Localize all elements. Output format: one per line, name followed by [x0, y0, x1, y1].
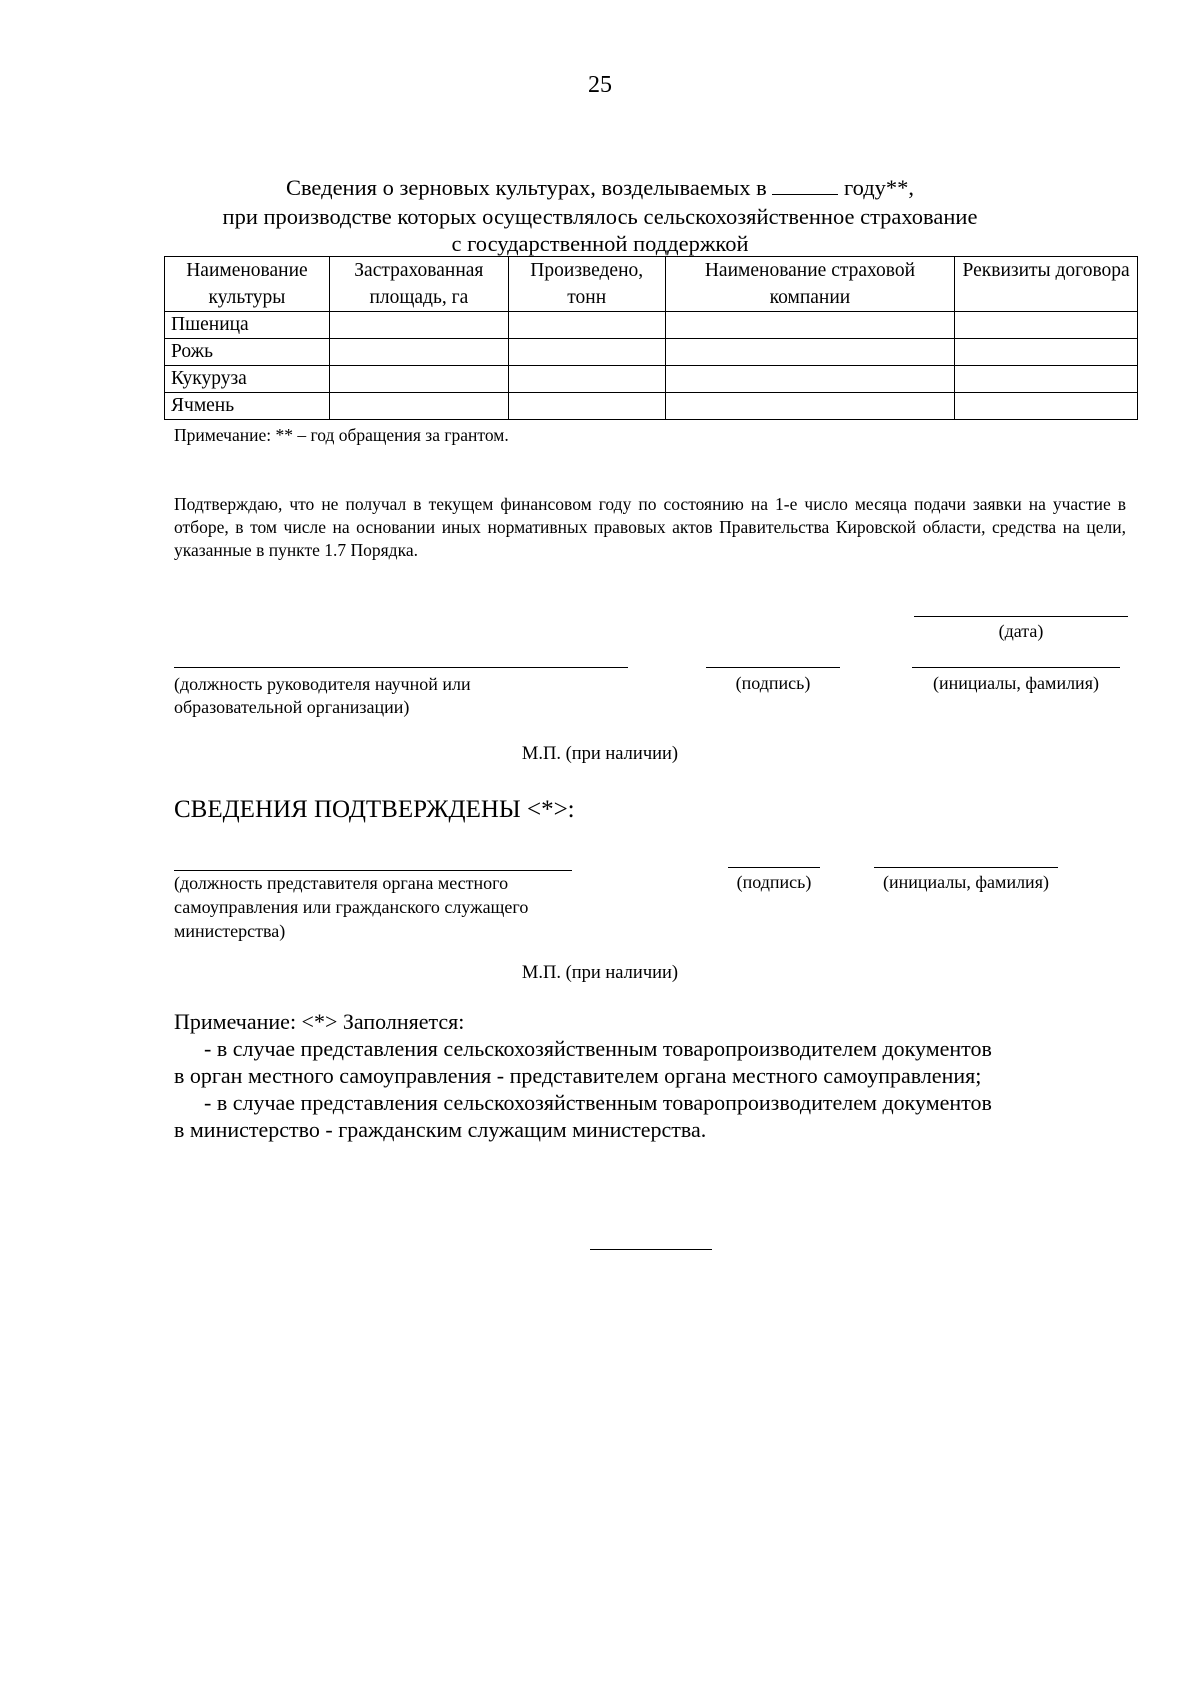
area-cell[interactable]: [329, 312, 508, 339]
representative-name-line[interactable]: [874, 867, 1058, 868]
insurer-cell[interactable]: [665, 393, 955, 420]
contract-cell[interactable]: [955, 312, 1138, 339]
column-header-contract: Реквизиты договора: [955, 257, 1138, 312]
crop-name-cell: Пшеница: [165, 312, 330, 339]
footnote-item-1-line-1: - в случае представления сельскохозяйственным товаропроизводителем документов: [204, 1036, 992, 1061]
signature-line[interactable]: [706, 667, 840, 668]
produced-cell[interactable]: [508, 393, 665, 420]
insurer-cell[interactable]: [665, 366, 955, 393]
date-line[interactable]: [914, 616, 1128, 617]
contract-cell[interactable]: [955, 339, 1138, 366]
column-header-insurer: Наименование страховой компании: [665, 257, 955, 312]
representative-position-line[interactable]: [174, 870, 572, 871]
form-title-line-1: [0, 173, 1200, 202]
produced-cell[interactable]: [508, 339, 665, 366]
representative-position-label-line-1: (должность представителя органа местного: [174, 873, 509, 893]
representative-stamp-label: М.П. (при наличии): [521, 963, 679, 983]
title-text-before-blank: Сведения о зерновых культурах, возделываемых в: [285, 175, 767, 200]
insurer-cell[interactable]: [665, 339, 955, 366]
crop-name-cell: Ячмень: [165, 393, 330, 420]
position-line[interactable]: [174, 667, 628, 668]
position-label-line-1: (должность руководителя научной или: [174, 674, 471, 694]
table-row: [165, 312, 1138, 339]
confirmed-heading: СВЕДЕНИЯ ПОДТВЕРЖДЕНЫ <*>:: [174, 796, 575, 823]
column-header-area: Застрахованная площадь, га: [329, 257, 508, 312]
form-title-line-2: при производстве которых осуществлялось сельскохозяйственное страхование: [222, 204, 978, 229]
footnote-item-2-line-1: - в случае представления сельскохозяйственным товаропроизводителем документов: [204, 1090, 992, 1115]
footnote-item-1-line-2: в орган местного самоуправления - представителем органа местного самоуправления;: [174, 1063, 982, 1088]
form-title-line-3: с государственной поддержкой: [451, 231, 749, 256]
representative-name-label: (инициалы, фамилия): [883, 872, 1049, 892]
area-cell[interactable]: [329, 339, 508, 366]
name-label: (инициалы, фамилия): [933, 673, 1099, 693]
end-divider: [590, 1249, 712, 1250]
confirmation-statement: Подтверждаю, что не получал в текущем финансовом году по состоянию на 1-е число месяца подачи заявки на участие в отборе, в том числе на основании иных нормативных правовых актов Правительства Кировской области, средства на цели, указанные в пункте 1.7 Порядка.: [174, 494, 1126, 560]
representative-signature-line[interactable]: [728, 867, 820, 868]
table-row: [165, 393, 1138, 420]
contract-cell[interactable]: [955, 366, 1138, 393]
stamp-label: М.П. (при наличии): [521, 744, 679, 764]
produced-cell[interactable]: [508, 366, 665, 393]
crop-name-cell: Рожь: [165, 339, 330, 366]
name-line[interactable]: [912, 667, 1120, 668]
area-cell[interactable]: [329, 393, 508, 420]
column-header-produced: Произведено, тонн: [508, 257, 665, 312]
representative-position-label-line-2: самоуправления или гражданского служащего: [174, 897, 529, 917]
footnote-block: [174, 1008, 1114, 1143]
year-blank-field[interactable]: [772, 178, 838, 195]
position-label-line-2: образовательной организации): [174, 697, 410, 717]
contract-cell[interactable]: [955, 393, 1138, 420]
representative-position-label-line-3: министерства): [174, 921, 286, 941]
footnote-title: Примечание: <*> Заполняется:: [174, 1009, 465, 1034]
signature-label: (подпись): [735, 673, 811, 693]
column-header-crop: Наименование культуры: [165, 257, 330, 312]
footnote-item-2-line-2: в министерство - гражданским служащим министерства.: [174, 1117, 707, 1142]
crop-name-cell: Кукуруза: [165, 366, 330, 393]
table-row: [165, 339, 1138, 366]
insurer-cell[interactable]: [665, 312, 955, 339]
table-header-row: [165, 257, 1138, 312]
representative-signature-label: (подпись): [736, 872, 812, 892]
grain-crops-table: [164, 256, 1138, 420]
date-label: (дата): [998, 621, 1044, 641]
page-number: 25: [588, 72, 612, 98]
area-cell[interactable]: [329, 366, 508, 393]
table-row: [165, 366, 1138, 393]
produced-cell[interactable]: [508, 312, 665, 339]
table-note: Примечание: ** – год обращения за грантом.: [174, 425, 509, 445]
title-text-after-blank: году**,: [843, 175, 915, 200]
